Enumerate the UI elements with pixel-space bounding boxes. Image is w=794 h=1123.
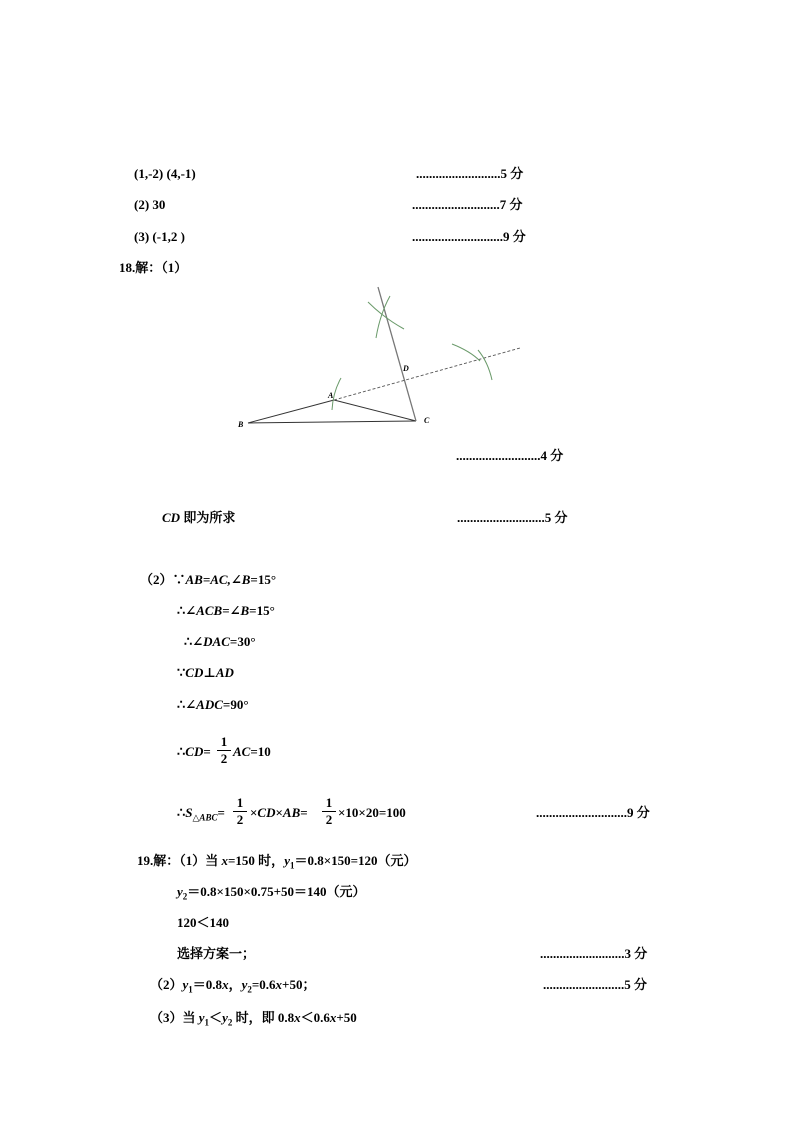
s19-line4: 选择方案一； [177,946,256,961]
step3-b: CD [185,665,204,680]
s19l5-a: （2） [150,977,183,992]
s19l6-s2: 2 [227,1017,233,1028]
s18-score5: ...........................5 分 [457,510,568,525]
step5-e: =10 [250,744,271,759]
step4-a: ∴∠ [177,697,197,712]
s17-line1-score: ..........................5 分 [416,166,524,181]
p2-given: AB=AC,∠B [185,572,251,587]
step3-c: ⊥ [203,665,216,680]
frac1-num: 1 [220,734,228,749]
cd-var: CD [162,510,181,525]
s19-line5-score: .........................5 分 [543,977,648,992]
step6-f: × [275,805,283,820]
step4-c: =90° [222,697,249,712]
step5-c: = [203,744,211,759]
frac3-den: 2 [325,812,333,827]
p2-value: =15° [250,572,277,587]
s18-step6-mid [250,805,308,821]
s19l5-s2: 2 [247,984,252,995]
s19l6-y2: y [222,1010,228,1025]
s18-step5-left [177,744,211,760]
step6-d: × [250,805,258,820]
s19l5-d: =0.6 [251,977,276,992]
s18-step6-right: ×10×20=100 [338,805,406,820]
arc-right-1 [452,344,480,361]
s18-heading: 18.解：（1） [119,260,188,275]
step1-a: ∴∠ [177,603,197,618]
s19l2-y: y [177,884,183,899]
s19l5-x2: x [275,977,283,992]
s18-cd-line [162,510,235,526]
s19l5-e: +50； [282,977,316,992]
step1-e: =15° [249,603,275,618]
s19l1-x: x [221,853,229,868]
s17-line3: (3) (-1,2 ) [134,229,185,244]
s18-step1 [177,603,275,619]
s18-score9: ............................9 分 [536,805,650,820]
s19l6-b: ＜ [209,1010,223,1025]
s19l1-b: =150 时， [228,853,285,868]
step2-c: =30° [229,634,256,649]
s19-line1 [137,853,417,874]
s18-step4 [177,697,249,713]
s19l5-c: ， [228,977,242,992]
fraction-half-2 [233,795,247,828]
s19l5-y1: y [182,977,189,992]
label-c: C [424,416,430,425]
s19-line3: 120＜140 [177,915,230,930]
s18-score4: ..........................4 分 [456,448,564,463]
s19l6-e: +50 [336,1010,357,1025]
frac1-den: 2 [220,751,228,766]
s19-line2 [177,884,366,905]
segment-ab [248,400,334,423]
step1-c: =∠ [222,603,241,618]
step5-a: ∴ [177,744,186,759]
frac2-den: 2 [236,812,244,827]
s19l6-c: 时，即 0.8 [232,1010,295,1025]
segment-ac [334,400,416,421]
s19-line5 [150,977,315,998]
step6-h: = [300,805,308,820]
s19l6-s1: 1 [204,1017,210,1028]
fraction-half-1 [217,734,231,767]
p2-prefix: （2）∵ [140,572,186,587]
s19l6-x2: x [329,1010,337,1025]
s19l6-a: （3）当 [150,1010,199,1025]
s19l6-d: ＜0.6 [300,1010,330,1025]
s17-line3-score: ............................9 分 [412,229,526,244]
fraction-half-3 [322,795,336,828]
s19l5-s1: 1 [188,984,193,995]
step5-b: CD [185,744,204,759]
step2-b: DAC [203,634,230,649]
step6-g: AB [282,805,301,820]
step6-sub: △ABC [192,812,218,823]
step3-d: AD [215,665,234,680]
label-b: B [238,420,244,429]
frac3-num: 1 [325,795,333,810]
s19l5-x1: x [222,977,229,992]
step6-b: S [185,805,193,820]
frac2-num: 1 [236,795,244,810]
step6-a: ∴ [177,805,186,820]
s18-step2 [184,634,256,650]
s19l1-sub: 1 [289,860,295,871]
s18-part2-line [140,572,276,588]
s19l5-y2: y [241,977,248,992]
s18-step5-right [233,744,271,760]
s19-line6 [150,1010,357,1031]
s18-step6-left [177,805,225,826]
segment-bc [248,421,416,423]
dashed-extension [334,348,520,400]
step3-a: ∵ [177,665,186,680]
perpendicular-line [378,287,416,421]
s19l1-a: 19.解：（1）当 [137,853,222,868]
s19l1-c: ＝0.8×150=120（元） [294,853,417,868]
arc-at-a [332,378,341,410]
step4-b: ADC [196,697,223,712]
s17-line2-score: ...........................7 分 [412,197,523,212]
step2-a: ∴∠ [184,634,204,649]
label-d: D [403,364,409,373]
s18-step3 [177,665,234,681]
s19l6-y1: y [198,1010,205,1025]
step1-b: ACB [196,603,223,618]
label-a: A [328,391,334,400]
s19-line4-score: ..........................3 分 [540,946,648,961]
s17-line1: (1,-2) (4,-1) [134,166,196,181]
s19l1-y: y [284,853,290,868]
step5-d: AC [233,744,251,759]
s19l2-c: ＝0.8×150×0.75+50＝140（元） [187,884,366,899]
cd-text: 即为所求 [180,510,236,525]
s19l2-sub: 2 [182,891,188,902]
s19l5-b: ＝0.8 [192,977,223,992]
step1-d: B [240,603,250,618]
arc-right-2 [478,350,492,380]
step6-e: CD [257,805,276,820]
s17-line2: (2) 30 [134,197,166,212]
step6-c: = [217,805,225,820]
s19l6-x1: x [294,1010,301,1025]
